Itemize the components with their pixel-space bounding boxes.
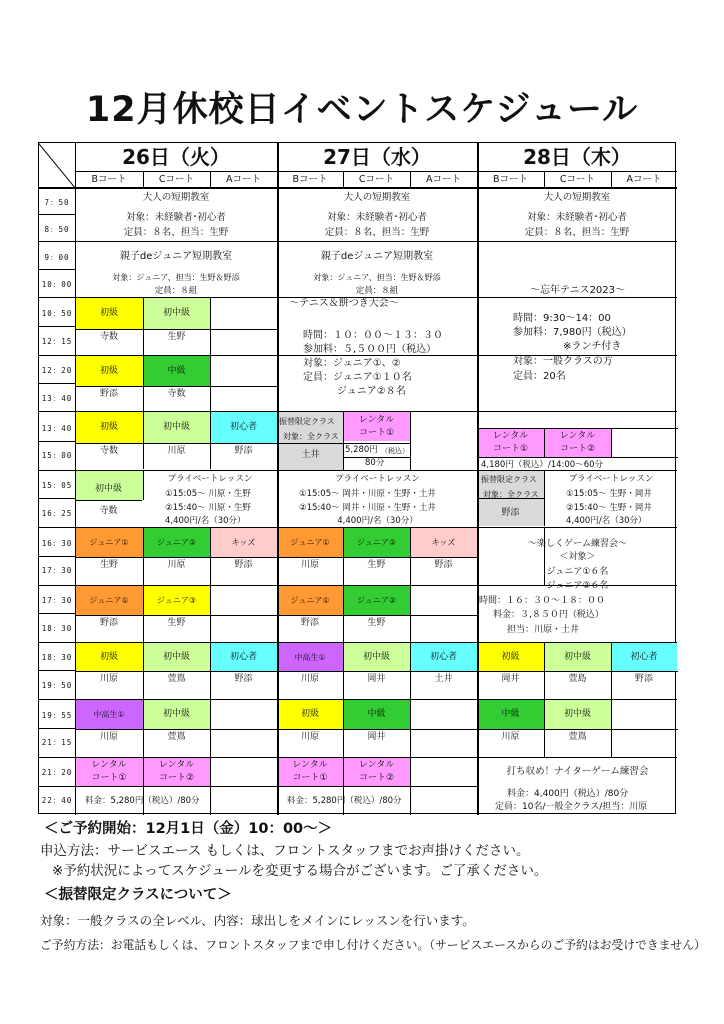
court-header: Bコート [292,174,328,185]
coach-name: 川原 [99,732,118,742]
class-label: 初心者 [429,651,457,662]
coach-name: 寺数 [99,446,118,456]
event-time: 時間：１０：００～１３：３０ [303,330,443,341]
private-title: プライベートレッスン [568,474,654,484]
time-label: 8：50 [44,225,70,234]
private-slot: ①15:05～ 川原・生野 [165,489,251,499]
class-label: 中級 [501,709,520,719]
grid-line [477,457,678,458]
coach-name: 川原 [300,560,319,570]
grid-line [143,411,144,469]
time-label: 15：00 [41,451,73,460]
coach-name: 生野 [367,618,386,628]
coach-name: 萱嶌 [167,732,186,742]
grid-line [75,671,278,672]
event-capacity: ジュニア②６名 [546,581,609,591]
time-label: 16：30 [41,539,73,548]
event-title: 大人の短期教室 [142,192,210,203]
rental-label: レンタル [292,760,328,770]
class-label: 初中級 [94,484,122,494]
time-label: 12：15 [41,337,73,346]
event-time: 時間：9:30～14：00 [513,313,611,324]
court-header: Cコート [358,174,395,185]
rental-fee: 80分 [365,458,385,468]
furikae-method: ご予約方法：お電話もしくは、フロントスタッフまで申し付けください。（サービスエースからのご予約はお受けできません） [40,938,706,952]
grid-line [39,556,75,557]
grid-line [39,613,75,614]
grid-line [477,729,678,730]
class-label: 初中級 [162,709,190,719]
coach-name: 野添 [234,446,253,456]
grid-line [210,297,211,411]
grid-line [277,557,478,558]
furikae-heading: ＜振替限定クラスについて＞ [44,887,232,903]
time-label: 17：30 [41,596,73,605]
day-header: 27日（水） [323,145,431,169]
grid-line [75,729,278,730]
court-header: Aコート [626,174,662,185]
rental-label: レンタル [91,760,127,770]
grid-line [39,757,677,758]
grid-line [75,500,142,501]
rental-label: コート② [559,444,596,454]
grid-line [39,642,677,643]
event-time: 時間：１６：３０～１８：００ [479,596,606,606]
event-capacity: 定員：８名、担当：生野 [324,227,430,238]
grid-line [75,443,278,444]
private-slot: ②15:40～ 生野・岡井 [566,503,652,513]
time-label: 22：40 [41,796,73,805]
rental-label: レンタル [158,760,195,770]
court-header: Aコート [226,174,261,185]
class-label: ジュニア② [356,596,396,605]
furikae-label: 振替限定クラス [481,475,537,484]
grid-line [39,241,677,242]
coach-name: 萱嶌 [167,674,186,684]
event-capacity: ジュニア②８名 [337,386,406,397]
rental-label: コート① [91,773,127,783]
class-label: 中高生① [93,710,125,719]
grid-line [75,329,278,330]
rental-fee: 料金：5,280円（税込）/80分 [85,796,200,806]
private-slot: ①15:05～ 生野・岡井 [566,489,652,499]
event-target: 対象：未経験者･初心者 [327,212,427,223]
class-label: 初中級 [162,651,190,662]
grid-line [39,411,677,412]
time-label: 12：20 [41,366,73,375]
event-target: 対象：未経験者･初心者 [126,212,226,223]
coach-name: 生野 [99,560,118,570]
grid-line [39,326,75,327]
coach-name: 野添 [99,618,118,628]
class-label: 中級 [367,709,386,719]
time-label: 15：05 [41,481,73,490]
coach-name: 寺数 [167,389,186,399]
reservation-start: ＜ご予約開始：12月1日（金）10：00～＞ [44,821,333,837]
class-label: 初心者 [229,651,257,662]
class-label: キッズ [231,538,256,547]
event-capacity: 定員：ジュニア①１０名 [303,372,412,383]
time-label: 21：15 [41,738,73,747]
event-title: 大人の短期教室 [543,192,611,203]
rental-label: コート① [292,773,328,783]
day-header: 26日（火） [122,145,230,169]
coach-name: 川原 [99,674,118,684]
court-header: Bコート [91,174,127,185]
coach-name: 岡井 [501,674,520,684]
coach-name: 川原 [300,732,319,742]
grid-line [39,670,75,671]
event-target: ＜対象＞ [559,552,596,562]
private-fee: 4,400円/名（30分） [165,516,246,526]
time-label: 10：00 [41,280,73,289]
grid-line [75,786,278,787]
furikae-label: 振替限定クラス [279,417,335,426]
event-capacity: 定員：20名 [513,371,566,382]
class-label: 初中級 [563,651,591,662]
grid-line [277,615,478,616]
class-label: 初級 [99,365,118,376]
event-target: 対象：一般クラスの方 [513,356,613,367]
grid-line [75,615,278,616]
rental-label: レンタル [358,760,395,770]
time-label: 18：30 [41,653,73,662]
private-slot: ②15:40～ 岡井・川原・生野・土井 [299,503,436,513]
class-label: 初級 [300,709,319,719]
grid-line [39,214,75,215]
grid-line [277,729,478,730]
grid-line [39,441,75,442]
private-fee: 4,400円/名（30分） [566,516,647,526]
private-fee: 4,400円/名（30分） [337,516,418,526]
class-label: 初級 [501,651,520,662]
coach-name: 川原 [167,446,186,456]
grid-line [410,411,411,471]
private-title: プライベートレッスン [335,474,420,484]
event-title: ～楽しくゲーム練習会～ [527,539,627,549]
court-header: Cコート [158,174,195,185]
rental-label: コート① [492,444,529,454]
class-label: 初中級 [162,308,190,318]
event-target: 対象：ジュニア、担当：生野＆野添 [112,273,240,282]
grid-line [75,386,278,387]
grid-line [39,498,75,499]
coach-name: 野添 [434,560,453,570]
rental-fee: 4,180円（税込）/14:00～60分 [481,460,604,470]
coach-name: 川原 [167,560,186,570]
class-label: ジュニア① [89,596,129,605]
coach-name: 萱島 [568,674,587,684]
court-header: Bコート [492,174,529,185]
coach-name: 寺数 [99,332,118,342]
class-label: ジュニア② [356,538,396,547]
grid-line [277,443,411,444]
grid-line [39,728,75,729]
grid-line [75,557,278,558]
time-label: 19：50 [41,681,73,690]
grid-line [277,671,478,672]
coach-name: 野添 [234,674,253,684]
grid-line [277,786,478,787]
class-label: 初中級 [162,422,190,432]
class-label: 中高生① [294,652,326,662]
class-label: 初級 [99,651,118,662]
coach-name: 寺数 [99,506,118,516]
coach-name: 岡井 [367,674,386,684]
event-note: ※ランチ付き [563,341,622,352]
coach-name: 野添 [300,618,319,628]
event-capacity: ジュニア①６名 [546,567,609,577]
event-target: 対象：ジュニア①、② [303,358,401,369]
coach-name: 野添 [634,674,653,684]
court-header: Aコート [426,174,461,185]
furikae-target: 対象：全クラス [283,432,339,441]
event-fee: 料金：4,400円（税込）/80分 [507,789,629,799]
time-label: 16：25 [41,509,73,518]
event-title: 大人の短期教室 [343,192,411,203]
coach-name: 野添 [99,389,118,399]
class-label: 初中級 [362,651,390,662]
furikae-description: 対象：一般クラスの全レベル、内容：球出しをメインにレッスンを行います。 [40,913,475,928]
grid-line [39,699,677,700]
event-capacity: 定員：８組 [154,286,198,296]
event-title: 打ち収め！ナイターゲーム練習会 [506,766,649,777]
rental-fee: 5,280円 [345,445,378,455]
class-label: 初心者 [630,651,658,662]
time-label: 18：30 [41,624,73,633]
furikae-target: 対象：全クラス [483,490,539,499]
rental-label: コート① [358,428,395,438]
coach-name: 川原 [300,674,319,684]
time-label: 7：50 [44,198,70,207]
time-label: 9：00 [44,253,70,262]
coach-name: 萱嶌 [568,732,587,742]
event-title: ～忘年テニス2023～ [529,285,626,296]
class-label: 初級 [99,308,118,318]
rental-label: レンタル [559,431,596,441]
event-target: 対象：ジュニア、担当：生野＆野添 [313,273,441,282]
event-fee: 参加料：５,５００円（税込） [303,344,437,355]
grid-line [39,383,75,384]
event-title: 親子deジュニア短期教室 [320,251,434,262]
event-title: ～テニス＆餅つき大会～ [289,298,399,309]
coach-name: 川原 [501,732,520,742]
class-label: 中級 [167,365,186,376]
event-capacity: 定員：８名、担当：生野 [524,227,630,238]
coach-name: 生野 [367,560,386,570]
header-diagonal [38,143,75,188]
private-slot: ①15:05～ 岡井・川原・生野・土井 [299,489,436,499]
class-label: ジュニア② [156,538,196,547]
class-label: ジュニア① [89,538,129,547]
day-header: 28日（木） [523,145,631,169]
rental-label: レンタル [492,431,529,441]
coach-name: 生野 [167,618,186,628]
schedule-table [38,142,676,814]
event-title: 親子deジュニア短期教室 [119,251,233,262]
private-title: プライベートレッスン [167,474,253,484]
time-label: 21：20 [41,768,73,777]
rental-label: レンタル [358,415,395,425]
grid-line [39,187,677,189]
class-label: 初中級 [563,709,591,719]
private-slot: ②15:40～ 川原・生野 [165,503,251,513]
event-fee: 料金：３,８５０円（税込） [493,610,604,620]
event-fee: 参加料：7,980円（税込） [513,327,632,338]
page-title: 12月休校日イベントスケジュール [85,90,639,130]
class-label: ジュニア③ [156,596,196,605]
event-target: 対象：未経験者･初心者 [527,212,627,223]
court-header: Cコート [559,174,596,185]
schedule-note: ※予約状況によってスケジュールを変更する場合がございます。ご了承ください。 [52,863,548,879]
time-label: 13：40 [41,424,73,433]
coach-name: 生野 [167,332,186,342]
event-staff: 担当：川原・土井 [507,625,580,635]
grid-line [477,671,678,672]
time-label: 10：50 [41,309,73,318]
class-label: 初級 [99,422,118,432]
grid-line [39,786,75,787]
event-capacity: 定員：10名/一般全クラス/担当：川原 [495,802,648,812]
coach-name: 野添 [501,508,520,518]
coach-name: 土井 [301,450,320,460]
rental-fee: 料金：5,280円（税込）/80分 [287,796,402,806]
rental-label: コート② [358,773,395,783]
event-capacity: 定員：８名、担当：生野 [123,227,229,238]
class-label: ジュニア① [290,538,330,547]
grid-line [477,428,678,429]
rental-label: コート② [158,773,195,783]
coach-name: 野添 [234,560,253,570]
grid-line [210,411,211,469]
event-capacity: 定員：８組 [355,286,399,296]
apply-method: 申込方法：サービスエース もしくは、フロントスタッフまでお声掛けください。 [40,843,530,859]
rental-fee: （税込） [381,447,409,455]
class-label: キッズ [431,538,456,547]
time-label: 17：30 [41,566,73,575]
class-label: ジュニア① [290,596,330,605]
time-label: 19：55 [41,711,73,720]
grid-line [611,428,612,457]
class-label: 初心者 [229,422,257,432]
coach-name: 土井 [434,674,453,684]
time-label: 13：40 [41,394,73,403]
coach-name: 岡井 [367,732,386,742]
grid-line [39,269,75,270]
